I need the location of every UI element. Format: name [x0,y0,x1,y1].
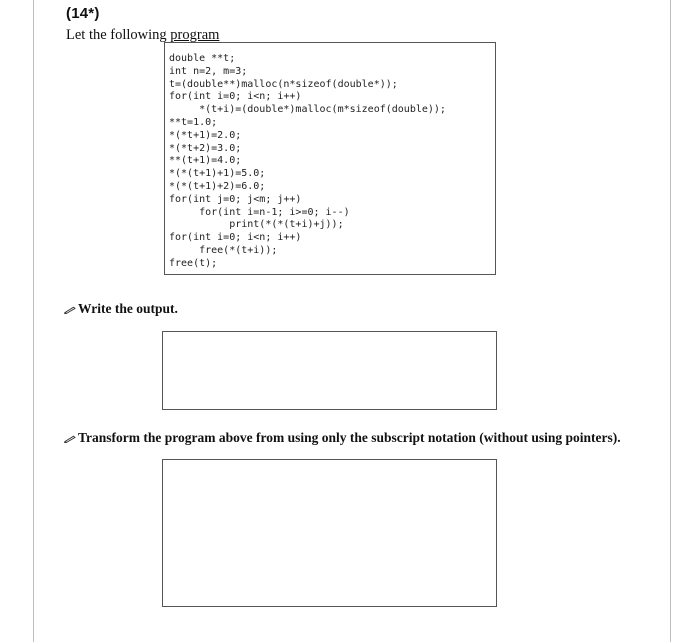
code-line: for(int j=0; j<m; j++) [169,193,302,205]
code-line: t=(double**)malloc(n*sizeof(double*)); [169,78,398,90]
pencil-icon [64,306,76,314]
code-line: double **t; [169,53,236,64]
code-line: *(*t+2)=3.0; [169,142,242,154]
page-right-edge [670,0,671,642]
code-line: **t=1.0; [169,116,218,128]
code-line: for(int i=0; i<n; i++) [169,91,302,103]
pencil-icon [64,435,76,443]
code-line: *(t+i)=(double*)malloc(m*sizeof(double)); [169,104,446,116]
prompt-write-output [64,301,178,317]
code-line: **(t+1)=4.0; [169,155,242,167]
code-line: free(*(t+i)); [169,244,278,256]
prompt-transform-text: Transform the program above from using only the subscript notation (without using pointers). [78,430,621,445]
code-line: for(int i=0; i<n; i++) [169,232,302,244]
code-box [164,42,496,275]
code-listing [169,53,446,271]
code-line: print(*(*(t+i)+j)); [169,219,344,231]
output-answer-box[interactable] [162,331,497,410]
page-left-edge [33,0,34,642]
prompt-output-text: Write the output. [78,301,178,316]
question-number: (14*) [66,5,100,22]
code-line: *(*(t+1)+1)=5.0; [169,168,266,180]
prompt-transform-program [64,430,621,446]
transform-answer-box[interactable] [162,459,497,607]
code-line: *(*t+1)=2.0; [169,129,242,141]
intro-underlined-word: program [170,27,220,43]
code-line: free(t); [169,257,218,269]
code-line: *(*(t+1)+2)=6.0; [169,180,266,192]
intro-text: Let the following [66,27,171,43]
code-line: int n=2, m=3; [169,65,248,77]
code-line: for(int i=n-1; i>=0; i--) [169,206,350,218]
